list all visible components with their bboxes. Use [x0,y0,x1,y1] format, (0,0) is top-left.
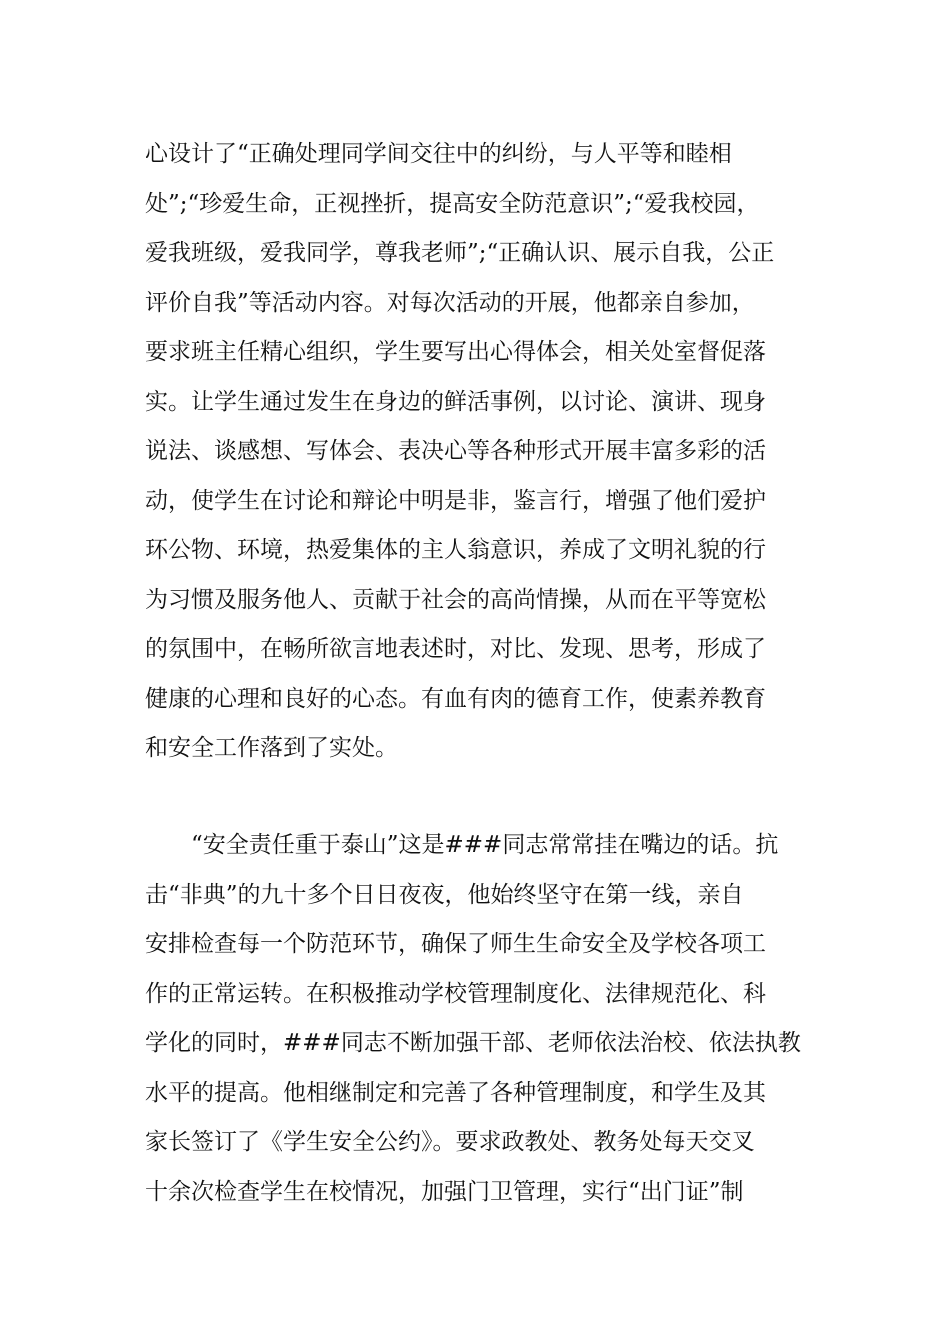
paragraph-1-line: 为习惯及服务他人、贡献于社会的高尚情操，从而在平等宽松 [145,586,766,613]
paragraph-1-line: 的氛围中，在畅所欲言地表述时，对比、发现、思考，形成了 [145,636,766,662]
paragraph-1-line: 说法、谈感想、写体会、表决心等各种形式开展丰富多彩的活 [145,438,766,464]
paragraph-1-line: 评价自我”等活动内容。对每次活动的开展，他都亲自参加， [145,289,755,316]
paragraph-1-line: 动，使学生在讨论和辩论中明是非，鉴言行，增强了他们爱护 [145,487,766,514]
paragraph-1-line: 和安全工作落到了实处。 [145,735,398,761]
paragraph-1-line: 心设计了“正确处理同学间交往中的纠纷，与人平等和睦相 [145,141,732,167]
paragraph-2 [145,821,815,1217]
paragraph-1 [145,130,815,774]
paragraph-1-line: 健康的心理和良好的心态。有血有肉的德育工作，使素养教育 [145,685,766,712]
paragraph-1-line: 实。让学生通过发生在身边的鲜活事例，以讨论、演讲、现身 [145,388,766,415]
paragraph-1-line: 要求班主任精心组织，学生要写出心得体会，相关处室督促落 [145,339,766,365]
paragraph-2-line: 安排检查每一个防范环节，确保了师生生命安全及学校各项工 [145,931,766,957]
paragraph-2-line: 击“非典”的九十多个日日夜夜，他始终坚守在第一线，亲自 [145,881,744,908]
paragraph-2-line: 水平的提高。他相继制定和完善了各种管理制度，和学生及其 [145,1079,766,1106]
paragraph-2-line: 学化的同时，###同志不断加强干部、老师依法治校、依法执教 [145,1030,801,1056]
paragraph-1-line: 处”;“珍爱生命，正视挫折，提高安全防范意识”;“爱我校园， [145,190,760,217]
paragraph-1-line: 爱我班级，爱我同学，尊我老师”;“正确认识、展示自我，公正 [145,240,775,266]
paragraph-1-line: 环公物、环境，热爱集体的主人翁意识，养成了文明礼貌的行 [145,537,766,563]
paragraph-2-line: “安全责任重于泰山”这是###同志常常挂在嘴边的话。抗 [145,832,779,858]
paragraph-2-line: 家长签订了《学生安全公约》。要求政教处、教务处每天交叉 [145,1129,755,1155]
paragraph-2-line: 作的正常运转。在积极推动学校管理制度化、法律规范化、科 [145,980,766,1007]
paragraph-2-line: 十余次检查学生在校情况，加强门卫管理，实行“出门证”制 [145,1178,744,1205]
